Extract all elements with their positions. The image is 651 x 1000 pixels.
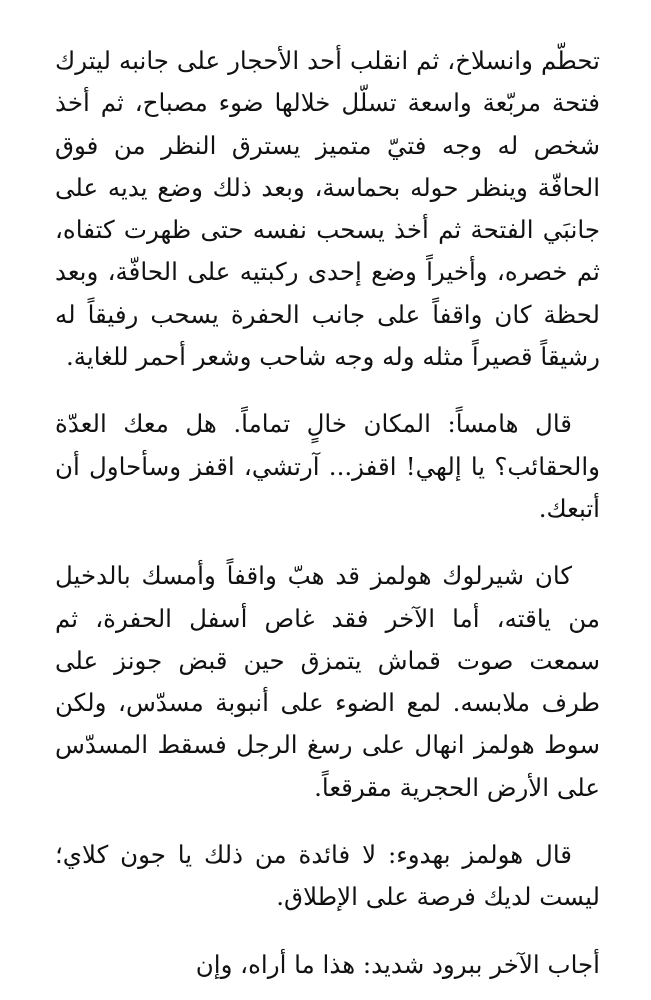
paragraph: أجاب الآخر ببرود شديد: هذا ما أراه، وإن (195, 949, 600, 979)
paragraph: قال هامساً: المكان خالٍ تماماً. هل معك العدّة والحقائب؟ يا إلهي! اقفز... آرتشي، اقفز وسأحاول أن أتبعك. (55, 409, 600, 523)
paragraph: قال هولمز بهدوء: لا فائدة من ذلك يا جون كلاي؛ ليست لديك فرصة على الإطلاق. (55, 840, 600, 912)
book-page (55, 40, 600, 986)
paragraph: تحطّم وانسلاخ، ثم انقلب أحد الأحجار على جانبه ليترك فتحة مربّعة واسعة تسلّل خلالها ضوء مصباح، ثم أخذ شخص له وجه فتيّ متميز يسترق النظر من فوق الحافّة وينظر حوله بحماسة، وبعد ذلك وضع يديه على جانبَي الفتحة ثم أخذ يسحب نفسه حتى ظهرت كتفاه، ثم خصره، وأخيراً وضع إحدى ركبتيه على الحافّة، وبعد لحظة كان واقفاً على جانب الحفرة يسحب رفيقاً له رشيقاً قصيراً مثله وله وجه شاحب وشعر أحمر للغاية. (55, 46, 600, 372)
paragraph: كان شيرلوك هولمز قد هبّ واقفاً وأمسك بالدخيل من ياقته، أما الآخر فقد غاص أسفل الحفرة، ثم سمعت صوت قماش يتمزق حين قبض جونز على طرف ملابسه. لمع الضوء على أنبوبة مسدّس، ولكن سوط هولمز انهال على رسغ الرجل فسقط المسدّس على الأرض الحجرية مقرقعاً. (55, 561, 600, 802)
